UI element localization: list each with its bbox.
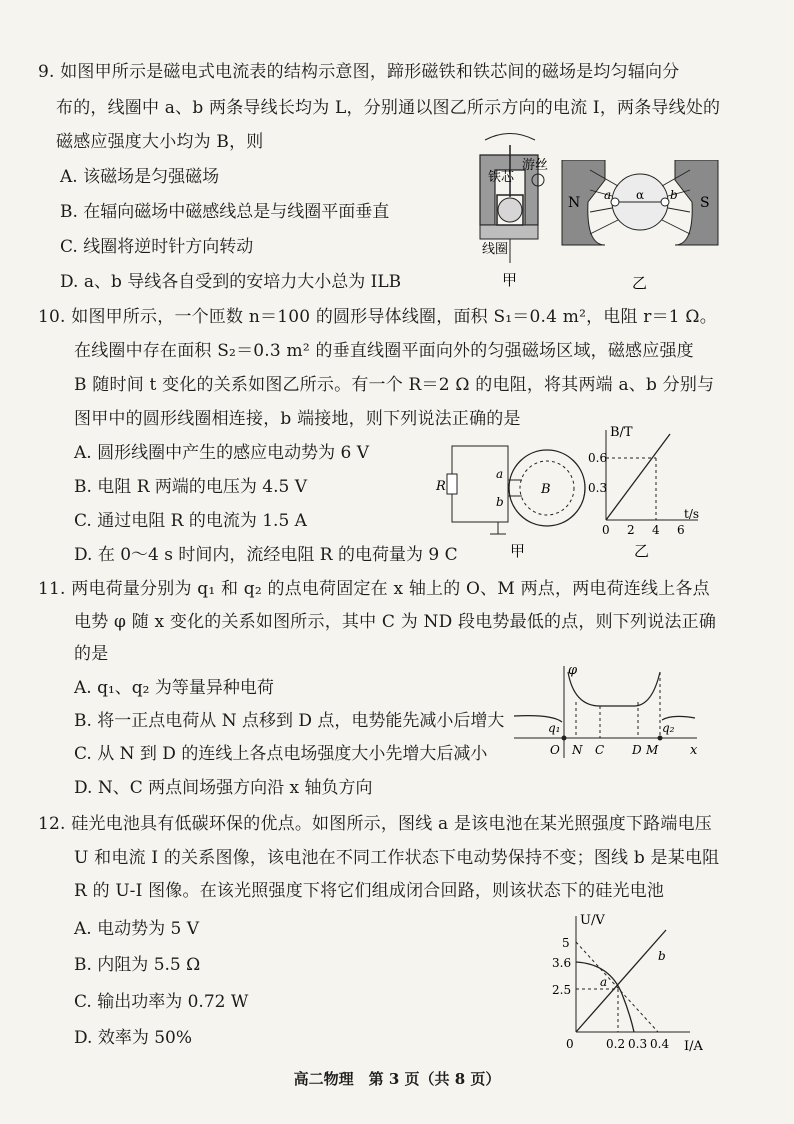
q11-option-c: C. 从 N 到 D 的连线上各点电场强度大小先增大后减小: [74, 744, 488, 764]
resistor-r: [447, 474, 457, 494]
q12-option-b: B. 内阻为 5.5 Ω: [74, 955, 201, 975]
q9-option-a: A. 该磁场是匀强磁场: [60, 167, 220, 187]
scale-arc: [485, 134, 535, 141]
q12-option-d: D. 效率为 50%: [74, 1028, 193, 1048]
q11-stem-line-2: 电势 φ 随 x 变化的关系如图所示，其中 C 为 ND 段电势最低的点，则下列说法正确: [74, 612, 717, 632]
q9-option-d: D. a、b 导线各自受到的安培力大小总为 ILB: [60, 272, 402, 292]
xtick-0: 0: [602, 523, 610, 537]
ytick-0.3: 0.3: [588, 481, 608, 495]
x-axis-label: I/A: [684, 1039, 703, 1054]
label-tiexin: 铁芯: [488, 170, 515, 185]
label-d: D: [632, 743, 642, 757]
label-n: N: [572, 743, 583, 757]
label-alpha: α: [636, 188, 645, 202]
q10-option-a: A. 圆形线圈中产生的感应电动势为 6 V: [74, 443, 369, 463]
label-x: x: [690, 743, 698, 758]
q11-figure: [512, 662, 702, 762]
line-b: [576, 930, 666, 1032]
q9-stem-line-1: 9. 如图甲所示是磁电式电流表的结构示意图，蹄形磁铁和铁芯间的磁场是均匀辐向分: [38, 62, 680, 82]
magnet-pole-s: [675, 160, 718, 245]
circuit-loop: [452, 446, 508, 522]
y-axis-label: B/T: [610, 425, 633, 440]
xtick-4: 4: [652, 523, 660, 537]
xtick-0.3: 0.3: [628, 1037, 648, 1051]
label-b: b: [658, 949, 666, 963]
q10-stem-line-3: B 随时间 t 变化的关系如图乙所示。有一个 R＝2 Ω 的电阻，将其两端 a、b 分别与: [74, 375, 715, 395]
q10-figure-yi: [588, 422, 708, 562]
label-a: a: [600, 975, 608, 989]
label-r: R: [436, 479, 446, 494]
label-b: b: [496, 495, 504, 509]
xtick-0.2: 0.2: [606, 1037, 626, 1051]
label-n: N: [568, 195, 581, 211]
q11-option-b: B. 将一正点电荷从 N 点移到 D 点，电势能先减小后增大: [74, 711, 505, 731]
q11-stem-line-3: 的是: [74, 644, 109, 664]
q9-figure-jia: [450, 125, 560, 290]
q10-option-d: D. 在 0～4 s 时间内，流经电阻 R 的电荷量为 9 C: [74, 545, 458, 565]
origin-label: 0: [566, 1037, 574, 1051]
q12-figure: [540, 910, 710, 1058]
magnet-base: [480, 225, 538, 239]
q10-option-b: B. 电阻 R 两端的电压为 4.5 V: [74, 477, 308, 497]
x-axis-label: t/s: [684, 507, 700, 521]
label-a: a: [496, 467, 504, 481]
caption-yi: 乙: [634, 542, 650, 560]
label-q1: q₁: [548, 721, 561, 735]
q9-option-c: C. 线圈将逆时针方向转动: [60, 237, 254, 257]
ytick-5: 5: [562, 936, 570, 950]
q9-option-b: B. 在辐向磁场中磁感线总是与线圈平面垂直: [60, 202, 390, 222]
curve-middle: [568, 672, 660, 706]
q9-stem-line-3: 磁感应强度大小均为 B，则: [56, 132, 264, 152]
label-m: M: [646, 743, 659, 757]
ytick-0.6: 0.6: [588, 451, 608, 465]
label-o: O: [550, 743, 560, 757]
caption-jia: 甲: [502, 271, 518, 289]
q12-option-c: C. 输出功率为 0.72 W: [74, 992, 249, 1012]
q10-option-c: C. 通过电阻 R 的电流为 1.5 A: [74, 511, 307, 531]
caption-yi: 乙: [632, 274, 648, 292]
q12-stem-line-2: U 和电流 I 的关系图像，该电池在不同工作状态下电动势保持不变；图线 b 是某电阻: [74, 848, 720, 868]
label-yousi: 游丝: [522, 158, 549, 173]
q11-stem-line-1: 11. 两电荷量分别为 q₁ 和 q₂ 的点电荷固定在 x 轴上的 O、M 两点，两电荷连线上各点: [38, 579, 710, 599]
label-b: b: [670, 188, 678, 202]
charge-q1: [562, 736, 567, 741]
label-q2: q₂: [662, 721, 675, 735]
q10-stem-line-4: 图甲中的圆形线圈相连接，b 端接地，则下列说法正确的是: [74, 409, 521, 429]
wire-b: [661, 198, 669, 206]
wire-a: [611, 198, 619, 206]
label-s: S: [700, 195, 710, 211]
ytick-3.6: 3.6: [552, 956, 572, 970]
curve-right: [662, 716, 695, 720]
q12-stem-line-1: 12. 硅光电池具有低碳环保的优点。如图所示，图线 a 是该电池在某光照强度下路端电压: [38, 814, 712, 834]
page-footer: 高二物理 第 3 页（共 8 页）: [293, 1070, 501, 1088]
q9-stem-line-2: 布的，线圈中 a、b 两条导线长均为 L，分别通以图乙所示方向的电流 I，两条导线处的: [56, 98, 721, 118]
xtick-2: 2: [627, 523, 635, 537]
q11-option-a: A. q₁、q₂ 为等量异种电荷: [74, 678, 274, 698]
label-xianquan: 线圈: [482, 242, 509, 257]
b-t-line: [606, 434, 670, 520]
iron-core: [498, 198, 522, 222]
label-a: a: [604, 188, 612, 202]
ytick-2.5: 2.5: [552, 983, 572, 997]
q11-option-d: D. N、C 两点间场强方向沿 x 轴负方向: [74, 778, 373, 798]
xtick-0.4: 0.4: [650, 1037, 670, 1051]
label-c: C: [595, 743, 605, 757]
xtick-6: 6: [677, 523, 685, 537]
caption-jia: 甲: [510, 542, 526, 560]
label-b-field: B: [541, 482, 551, 497]
q9-figure-yi: [560, 160, 720, 295]
charge-q2: [658, 736, 663, 741]
q12-option-a: A. 电动势为 5 V: [74, 919, 199, 939]
y-axis-label: U/V: [580, 913, 605, 928]
q10-figure-jia: [432, 438, 592, 560]
q12-stem-line-3: R 的 U-I 图像。在该光照强度下将它们组成闭合回路，则该状态下的硅光电池: [74, 881, 665, 901]
q10-stem-line-1: 10. 如图甲所示，一个匝数 n＝100 的圆形导体线圈，面积 S₁＝0.4 m²，电阻 r＝1 Ω。: [38, 307, 717, 327]
label-phi: φ: [568, 663, 578, 678]
q10-stem-line-2: 在线圈中存在面积 S₂＝0.3 m² 的垂直线圈平面向外的匀强磁场区域，磁感应强度: [74, 341, 694, 361]
